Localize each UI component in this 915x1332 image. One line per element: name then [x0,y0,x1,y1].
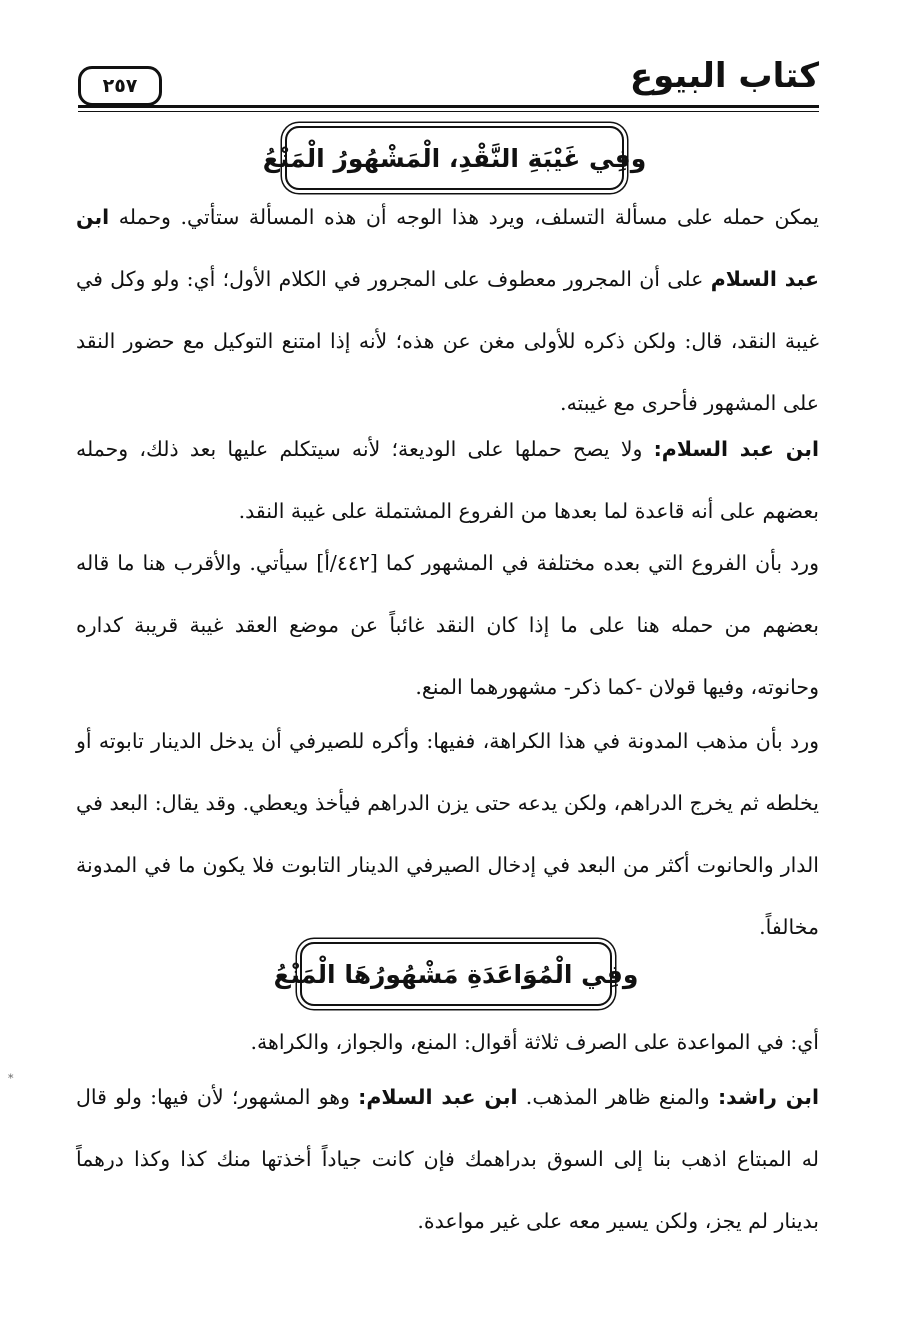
running-header-title: كتاب البيوع [629,56,819,96]
paragraph-6 [76,1066,819,1252]
margin-mark: * [8,1072,14,1085]
matn-box-1 [262,126,647,190]
paragraph-2-text: ولا يصح حملها على الوديعة؛ لأنه سيتكلم عليها بعد ذلك، وحمله بعضهم على أنه قاعدة لما بعدها من الفروع المشتملة على غيبة النقد. [76,437,819,523]
header-rule-thin [78,111,819,112]
matn-text-2: وفِي الْمُوَاعَدَةِ مَشْهُورُهَا الْمَنْعُ [273,959,639,989]
header-rule [78,105,819,108]
paragraph-4: ورد بأن مذهب المدونة في هذا الكراهة، ففيها: وأكره للصيرفي أن يدخل الدينار تابوته أو يخلطه ثم يخرج الدراهم، ولكن يدعه حتى يزن الدراهم فيأخذ ويعطي. وقد يقال: البعد في الدار والحانوت أكثر من البعد في إدخال الصيرفي الدينار التابوت فلا يكون ما في المدونة مخالفاً. [76,729,819,939]
scholar-name: ابن عبد السلام [76,205,819,291]
paragraph-3: ورد بأن الفروع التي بعده مختلفة في المشهور كما [٤٤٢/أ] سيأتي. والأقرب هنا ما قاله بعضهم من حمله هنا على ما إذا كان النقد غائباً عن موضع العقد غيبة قريبة كداره وحانوته، وفيها قولان -كما ذكر- مشهورهما المنع. [76,551,819,699]
scholar-name: ابن عبد السلام: [653,437,819,461]
paragraph-1 [76,186,819,434]
scholar-name: ابن عبد السلام: [358,1085,518,1109]
paragraph-1-text-a: يمكن حمله على مسألة التسلف، ويرد هذا الوجه أن هذه المسألة ستأتي. وحمله [118,205,819,229]
paragraph-6-text-a: والمنع ظاهر المذهب. [525,1085,710,1109]
matn-box-2 [273,942,639,1006]
paragraph-5: أي: في المواعدة على الصرف ثلاثة أقوال: المنع، والجواز، والكراهة. [250,1030,819,1054]
paragraph-6-text-b: وهو المشهور؛ لأن فيها: ولو قال له المبتاع اذهب بنا إلى السوق بدراهمك فإن كانت جياداً أخذتها منك كذا وكذا درهماً بدينار لم يجز، ولكن يسير معه على غير مواعدة. [76,1085,819,1233]
paragraph-2 [76,418,819,542]
scholar-name: ابن راشد: [717,1085,819,1109]
matn-text-1: وفِي غَيْبَةِ النَّقْدِ، الْمَشْهُورُ الْمَنْعُ [262,143,647,173]
page-number: ٢٥٧ [78,66,162,106]
paragraph-1-text-b: على أن المجرور معطوف على المجرور في الكلام الأول؛ أي: ولو وكل في غيبة النقد، قال: ولكن ذكره للأولى مغن عن هذه؛ لأنه إذا امتنع التوكيل مع حضور النقد على المشهور فأحرى مع غيبته. [76,267,819,415]
